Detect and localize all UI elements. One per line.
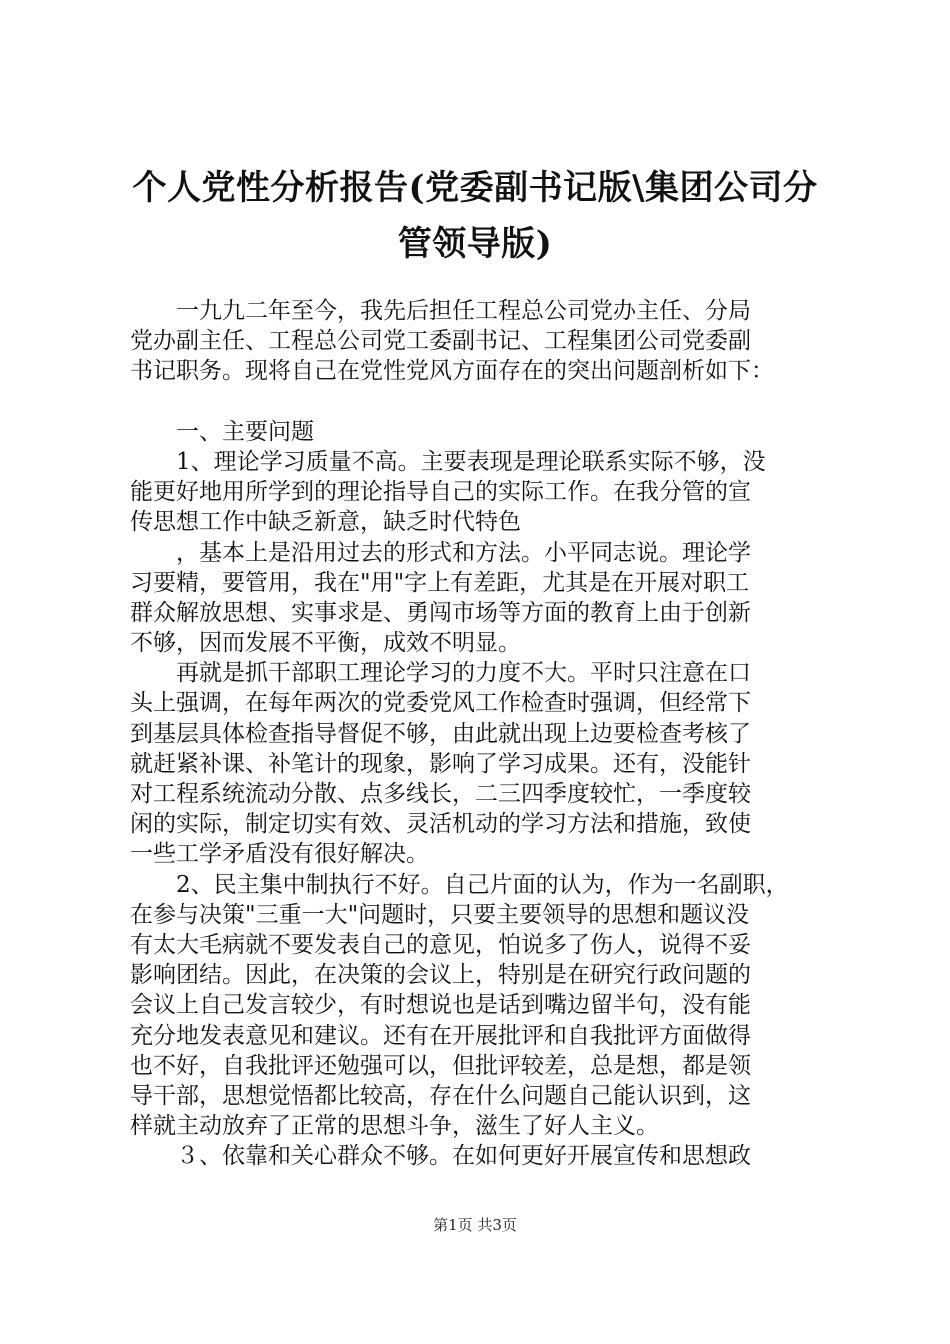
body-text-line: 也不好，自我批评还勉强可以，但批评较差，总是想，都是领 — [130, 1052, 751, 1079]
body-text-line: 有太大毛病就不要发表自己的意见，怕说多了伤人，说得不妥 — [130, 931, 751, 958]
page-footer: 第1页 共3页 — [433, 1216, 517, 1234]
body-text-line: 会议上自己发言较少，有时想说也是话到嘴边留半句，没有能 — [130, 992, 751, 1019]
body-text-line: ，基本上是沿用过去的形式和方法。小平同志说。理论学 — [130, 539, 751, 566]
body-text-line: ３、依靠和关心群众不够。在如何更好开展宣传和思想政 — [130, 1143, 751, 1170]
body-text-line: 影响团结。因此，在决策的会议上，特别是在研究行政问题的 — [130, 962, 751, 989]
body-text-line: 导干部，思想觉悟都比较高，存在什么问题自己能认识到，这 — [130, 1082, 751, 1109]
body-text-line: 一些工学矛盾没有很好解决。 — [130, 841, 429, 868]
document-title-line-1: 个人党性分析报告(党委副书记版\集团公司分 — [132, 168, 818, 208]
body-text-line: 一、主要问题 — [130, 418, 314, 445]
body-text-line: 不够，因而发展不平衡，成效不明显。 — [130, 630, 521, 657]
body-text-line: 到基层具体检查指导督促不够，由此就出现上边要检查考核了 — [130, 720, 751, 747]
document-body — [130, 296, 830, 1171]
body-text-line: 2、民主集中制执行不好。自己片面的认为，作为一名副职， — [130, 871, 789, 898]
body-text-line: 习要精，要管用，我在"用"字上有差距，尤其是在开展对职工 — [130, 569, 750, 596]
body-text-line: 头上强调，在每年两次的党委党风工作检查时强调，但经常下 — [130, 690, 751, 717]
body-text-line: 书记职务。现将自己在党性党风方面存在的突出问题剖析如下： — [130, 358, 774, 385]
body-text-line: 在参与决策"三重一大"问题时，只要主要领导的思想和题议没 — [130, 901, 750, 928]
body-text-line: 能更好地用所学到的理论指导自己的实际工作。在我分管的宣 — [130, 479, 751, 506]
body-text-line: 就赶紧补课、补笔计的现象，影响了学习成果。还有，没能针 — [130, 750, 751, 777]
body-text-line: 群众解放思想、实事求是、勇闯市场等方面的教育上由于创新 — [130, 599, 751, 626]
body-text-line: 1、理论学习质量不高。主要表现是理论联系实际不够，没 — [130, 448, 766, 475]
document-title-line-2: 管领导版) — [397, 224, 553, 264]
body-text-line: 闲的实际，制定切实有效、灵活机动的学习方法和措施，致使 — [130, 811, 751, 838]
body-text-line — [130, 387, 830, 417]
body-text-line: 党办副主任、工程总公司党工委副书记、工程集团公司党委副 — [130, 328, 751, 355]
body-text-line: 样就主动放弃了正常的思想斗争，滋生了好人主义。 — [130, 1113, 659, 1140]
body-text-line: 充分地发表意见和建议。还有在开展批评和自我批评方面做得 — [130, 1022, 751, 1049]
body-text-line: 传思想工作中缺乏新意，缺乏时代特色 — [130, 509, 521, 536]
body-text-line: 再就是抓干部职工理论学习的力度不大。平时只注意在口 — [130, 660, 751, 687]
body-text-line: 一九九二年至今，我先后担任工程总公司党办主任、分局 — [130, 298, 751, 324]
body-text-line: 对工程系统流动分散、点多线长，二三四季度较忙，一季度较 — [130, 781, 751, 807]
